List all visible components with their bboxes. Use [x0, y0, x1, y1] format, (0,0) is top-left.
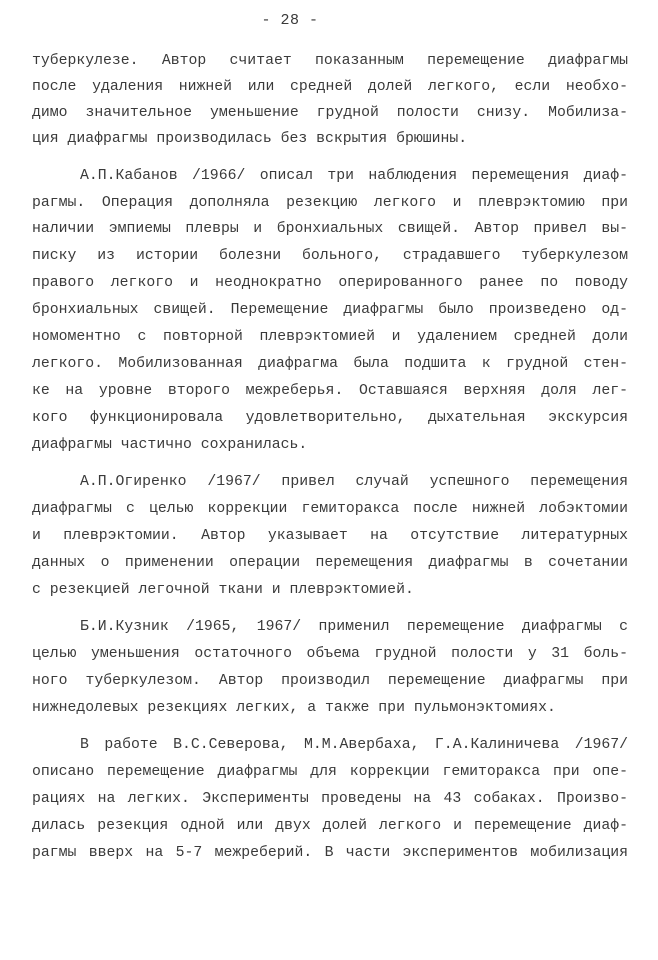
text-line: с резекцией легочной ткани и плеврэктомией.	[32, 582, 414, 598]
text-line: целью уменьшения остаточного объема грудной полости у 31 боль-	[32, 646, 628, 662]
text-line: рагмы вверх на 5-7 межреберий. В части экспериментов мобилизация	[32, 845, 628, 861]
text-line: писку из истории болезни больного, страдавшего туберкулезом	[32, 248, 628, 264]
text-line: диафрагмы частично сохранилась.	[32, 437, 308, 453]
text-line: диафрагмы с целью коррекции гемиторакса после нижней лобэктомии	[32, 501, 628, 517]
text-line: легкого. Мобилизованная диафрагма была подшита к грудной стен-	[32, 356, 628, 372]
text-line: Б.И.Кузник /1965, 1967/ применил перемещение диафрагмы с	[80, 619, 628, 635]
text-line: описано перемещение диафрагмы для коррекции гемиторакса при опе-	[32, 764, 628, 780]
text-line: ного туберкулезом. Автор производил перемещение диафрагмы при	[32, 673, 628, 689]
text-line: В работе В.С.Северова, М.М.Авербаха, Г.А.Калиничева /1967/	[80, 737, 628, 753]
text-line: ция диафрагмы производилась без вскрытия брюшины.	[32, 131, 468, 147]
text-line: А.П.Кабанов /1966/ описал три наблюдения перемещения диаф-	[80, 168, 628, 184]
text-line: бронхиальных свищей. Перемещение диафрагмы было произведено од-	[32, 302, 628, 318]
text-line: димо значительное уменьшение грудной полости снизу. Мобилиза-	[32, 105, 628, 121]
text-line: дилась резекция одной или двух долей легкого и перемещение диаф-	[32, 818, 628, 834]
text-line: А.П.Огиренко /1967/ привел случай успешного перемещения	[80, 474, 628, 490]
text-line: данных о применении операции перемещения диафрагмы в сочетании	[32, 555, 628, 571]
text-line: после удаления нижней или средней долей легкого, если необхо-	[32, 79, 628, 95]
page-number: - 28 -	[261, 12, 319, 29]
text-line: рациях на легких. Эксперименты проведены на 43 собаках. Произво-	[32, 791, 628, 807]
text-line: номоментно с повторной плеврэктомией и удалением средней доли	[32, 329, 628, 345]
text-line: и плеврэктомии. Автор указывает на отсутствие литературных	[32, 528, 628, 544]
text-line: ке на уровне второго межреберья. Оставшаяся верхняя доля лег-	[32, 383, 628, 399]
text-line: рагмы. Операция дополняла резекцию легкого и плеврэктомию при	[32, 195, 628, 211]
text-line: туберкулезе. Автор считает показанным перемещение диафрагмы	[32, 53, 628, 69]
text-line: правого легкого и неоднократно оперированного ранее по поводу	[32, 275, 628, 291]
text-line: кого функционировала удовлетворительно, дыхательная экскурсия	[32, 410, 628, 426]
text-line: наличии эмпиемы плевры и бронхиальных свищей. Автор привел вы-	[32, 221, 628, 237]
text-line: нижнедолевых резекциях легких, а также при пульмонэктомиях.	[32, 700, 556, 716]
